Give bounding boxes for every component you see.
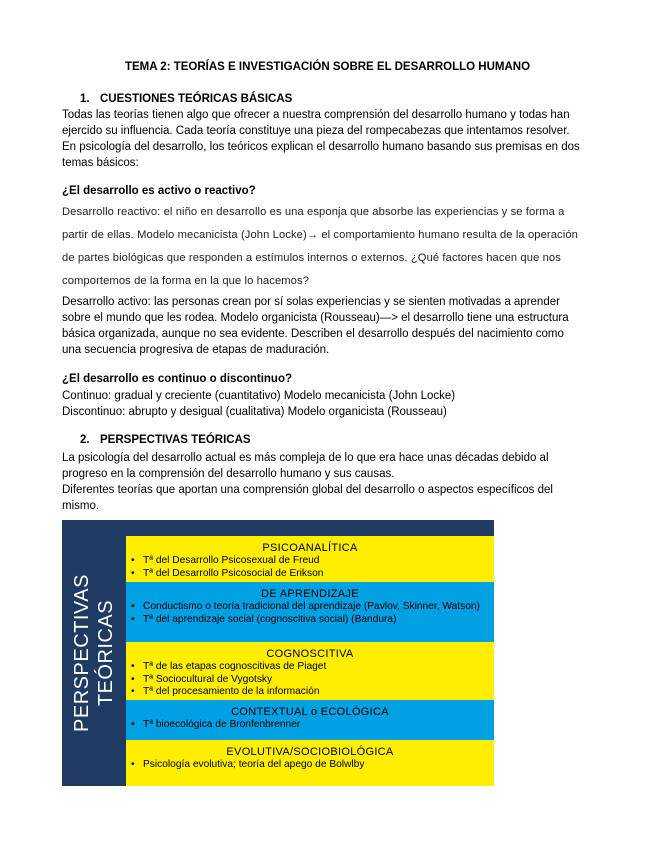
block-item: • Tª del aprendizaje social (cognoscitiva social) (Bandura) — [126, 614, 494, 627]
paragraph-line: una secuencia progresiva de etapas de maduración. — [62, 344, 330, 356]
block-title: COGNOSCITIVA — [266, 648, 354, 660]
block-item: • Tª del procesamiento de la información — [126, 686, 494, 699]
side-label-line: PERSPECTIVAS — [71, 574, 93, 732]
document-title: TEMA 2: TEORÍAS E INVESTIGACIÓN SOBRE EL DESARROLLO HUMANO — [124, 61, 531, 73]
paragraph-line: En psicología del desarrollo, los teóricos explican el desarrollo humano basando sus premisas en dos — [62, 141, 580, 153]
paragraph-line: partir de ellas. Modelo mecanicista (John Locke)→ el comportamiento humano resulta de la operación — [62, 229, 578, 241]
block-item: • Tª de las etapas cognoscitivas de Piaget — [126, 661, 494, 674]
paragraph-line: Continuo: gradual y creciente (cuantitativo) Modelo mecanicista (John Locke) — [62, 390, 456, 402]
diagram-side-label — [70, 574, 118, 732]
block-evolutiva — [126, 740, 494, 786]
section1-paragraph — [62, 107, 602, 171]
continuity-paragraph — [62, 388, 602, 420]
paragraph-line: ejercido su influencia. Cada teoría constituye una pieza del rompecabezas que intentamos resolver. — [62, 125, 570, 137]
paragraph-line: mismo. — [62, 500, 100, 512]
block-title: DE APRENDIZAJE — [261, 588, 359, 600]
block-item: • Conductismo o teoría tradicional del aprendizaje (Pavlov, Skinner, Watson) — [126, 601, 494, 614]
diagram-top-bar — [126, 520, 494, 536]
paragraph-line: de partes biológicas que responden a estímulos internos o externos. ¿Qué factores hacen que nos — [62, 252, 561, 264]
paragraph-line: Desarrollo activo: las personas crean por sí solas experiencias y se sienten motivadas a aprender — [62, 296, 560, 308]
block-title: PSICOANALÍTICA — [262, 542, 358, 554]
block-item: • Tª del Desarrollo Psicosocial de Erikson — [126, 568, 494, 581]
reactive-paragraph — [62, 201, 622, 293]
section1-heading-text: CUESTIONES TEÓRICAS BÁSICAS — [100, 93, 293, 105]
perspectives-diagram — [62, 520, 494, 786]
block-title: EVOLUTIVA/SOCIOBIOLÓGICA — [226, 746, 394, 758]
block-cognoscitiva — [126, 642, 494, 700]
block-aprendizaje — [126, 582, 494, 642]
paragraph-line: comportemos de la forma en la que lo hacemos? — [62, 275, 310, 287]
block-item: • Tª del Desarrollo Psicosexual de Freud — [126, 555, 494, 568]
paragraph-line: progreso en la comprensión del desarrollo humano y sus causas. — [62, 468, 395, 480]
section2-number: 2. — [80, 434, 90, 446]
active-paragraph — [62, 294, 602, 358]
block-item: • Psicología evolutiva; teoría del apego de Bolwlby — [126, 759, 494, 772]
paragraph-line: Diferentes teorías que aportan una comprensión global del desarrollo o aspectos específicos del — [62, 484, 553, 496]
section1-number: 1. — [80, 93, 90, 105]
question1-heading: ¿El desarrollo es activo o reactivo? — [62, 185, 256, 197]
section2-paragraph — [62, 450, 602, 514]
paragraph-line: básica organizada, aunque no sea evidente. Describen el desarrollo después del nacimiento como — [62, 328, 564, 340]
section2-heading — [80, 434, 251, 446]
block-item: • Tª Sociocultural de Vygotsky — [126, 674, 494, 687]
side-label-line: TEÓRICAS — [95, 599, 117, 707]
block-contextual — [126, 700, 494, 740]
block-psicoanalitica — [126, 536, 494, 582]
diagram-side-panel — [62, 520, 126, 786]
section1-heading — [80, 93, 292, 105]
paragraph-line: Desarrollo reactivo: el niño en desarrollo es una esponja que absorbe las experiencias y se forma a — [62, 206, 565, 218]
block-item: • Tª bioecológica de Bronfenbrenner — [126, 719, 494, 732]
section2-heading-text: PERSPECTIVAS TEÓRICAS — [100, 434, 251, 446]
paragraph-line: sobre el mundo que les rodea. Modelo organicista (Rousseau)—> el desarrollo tiene una estructura — [62, 312, 569, 324]
paragraph-line: Todas las teorías tienen algo que ofrecer a nuestra comprensión del desarrollo humano y todas han — [62, 109, 570, 121]
paragraph-line: La psicología del desarrollo actual es más compleja de lo que era hace unas décadas debido al — [62, 452, 549, 464]
block-title: CONTEXTUAL o ECOLÓGICA — [231, 706, 389, 718]
paragraph-line: temas básicos: — [62, 157, 139, 169]
paragraph-line: Discontinuo: abrupto y desigual (cualitativa) Modelo organicista (Rousseau) — [62, 406, 447, 418]
question2-heading: ¿El desarrollo es continuo o discontinuo? — [62, 373, 293, 385]
